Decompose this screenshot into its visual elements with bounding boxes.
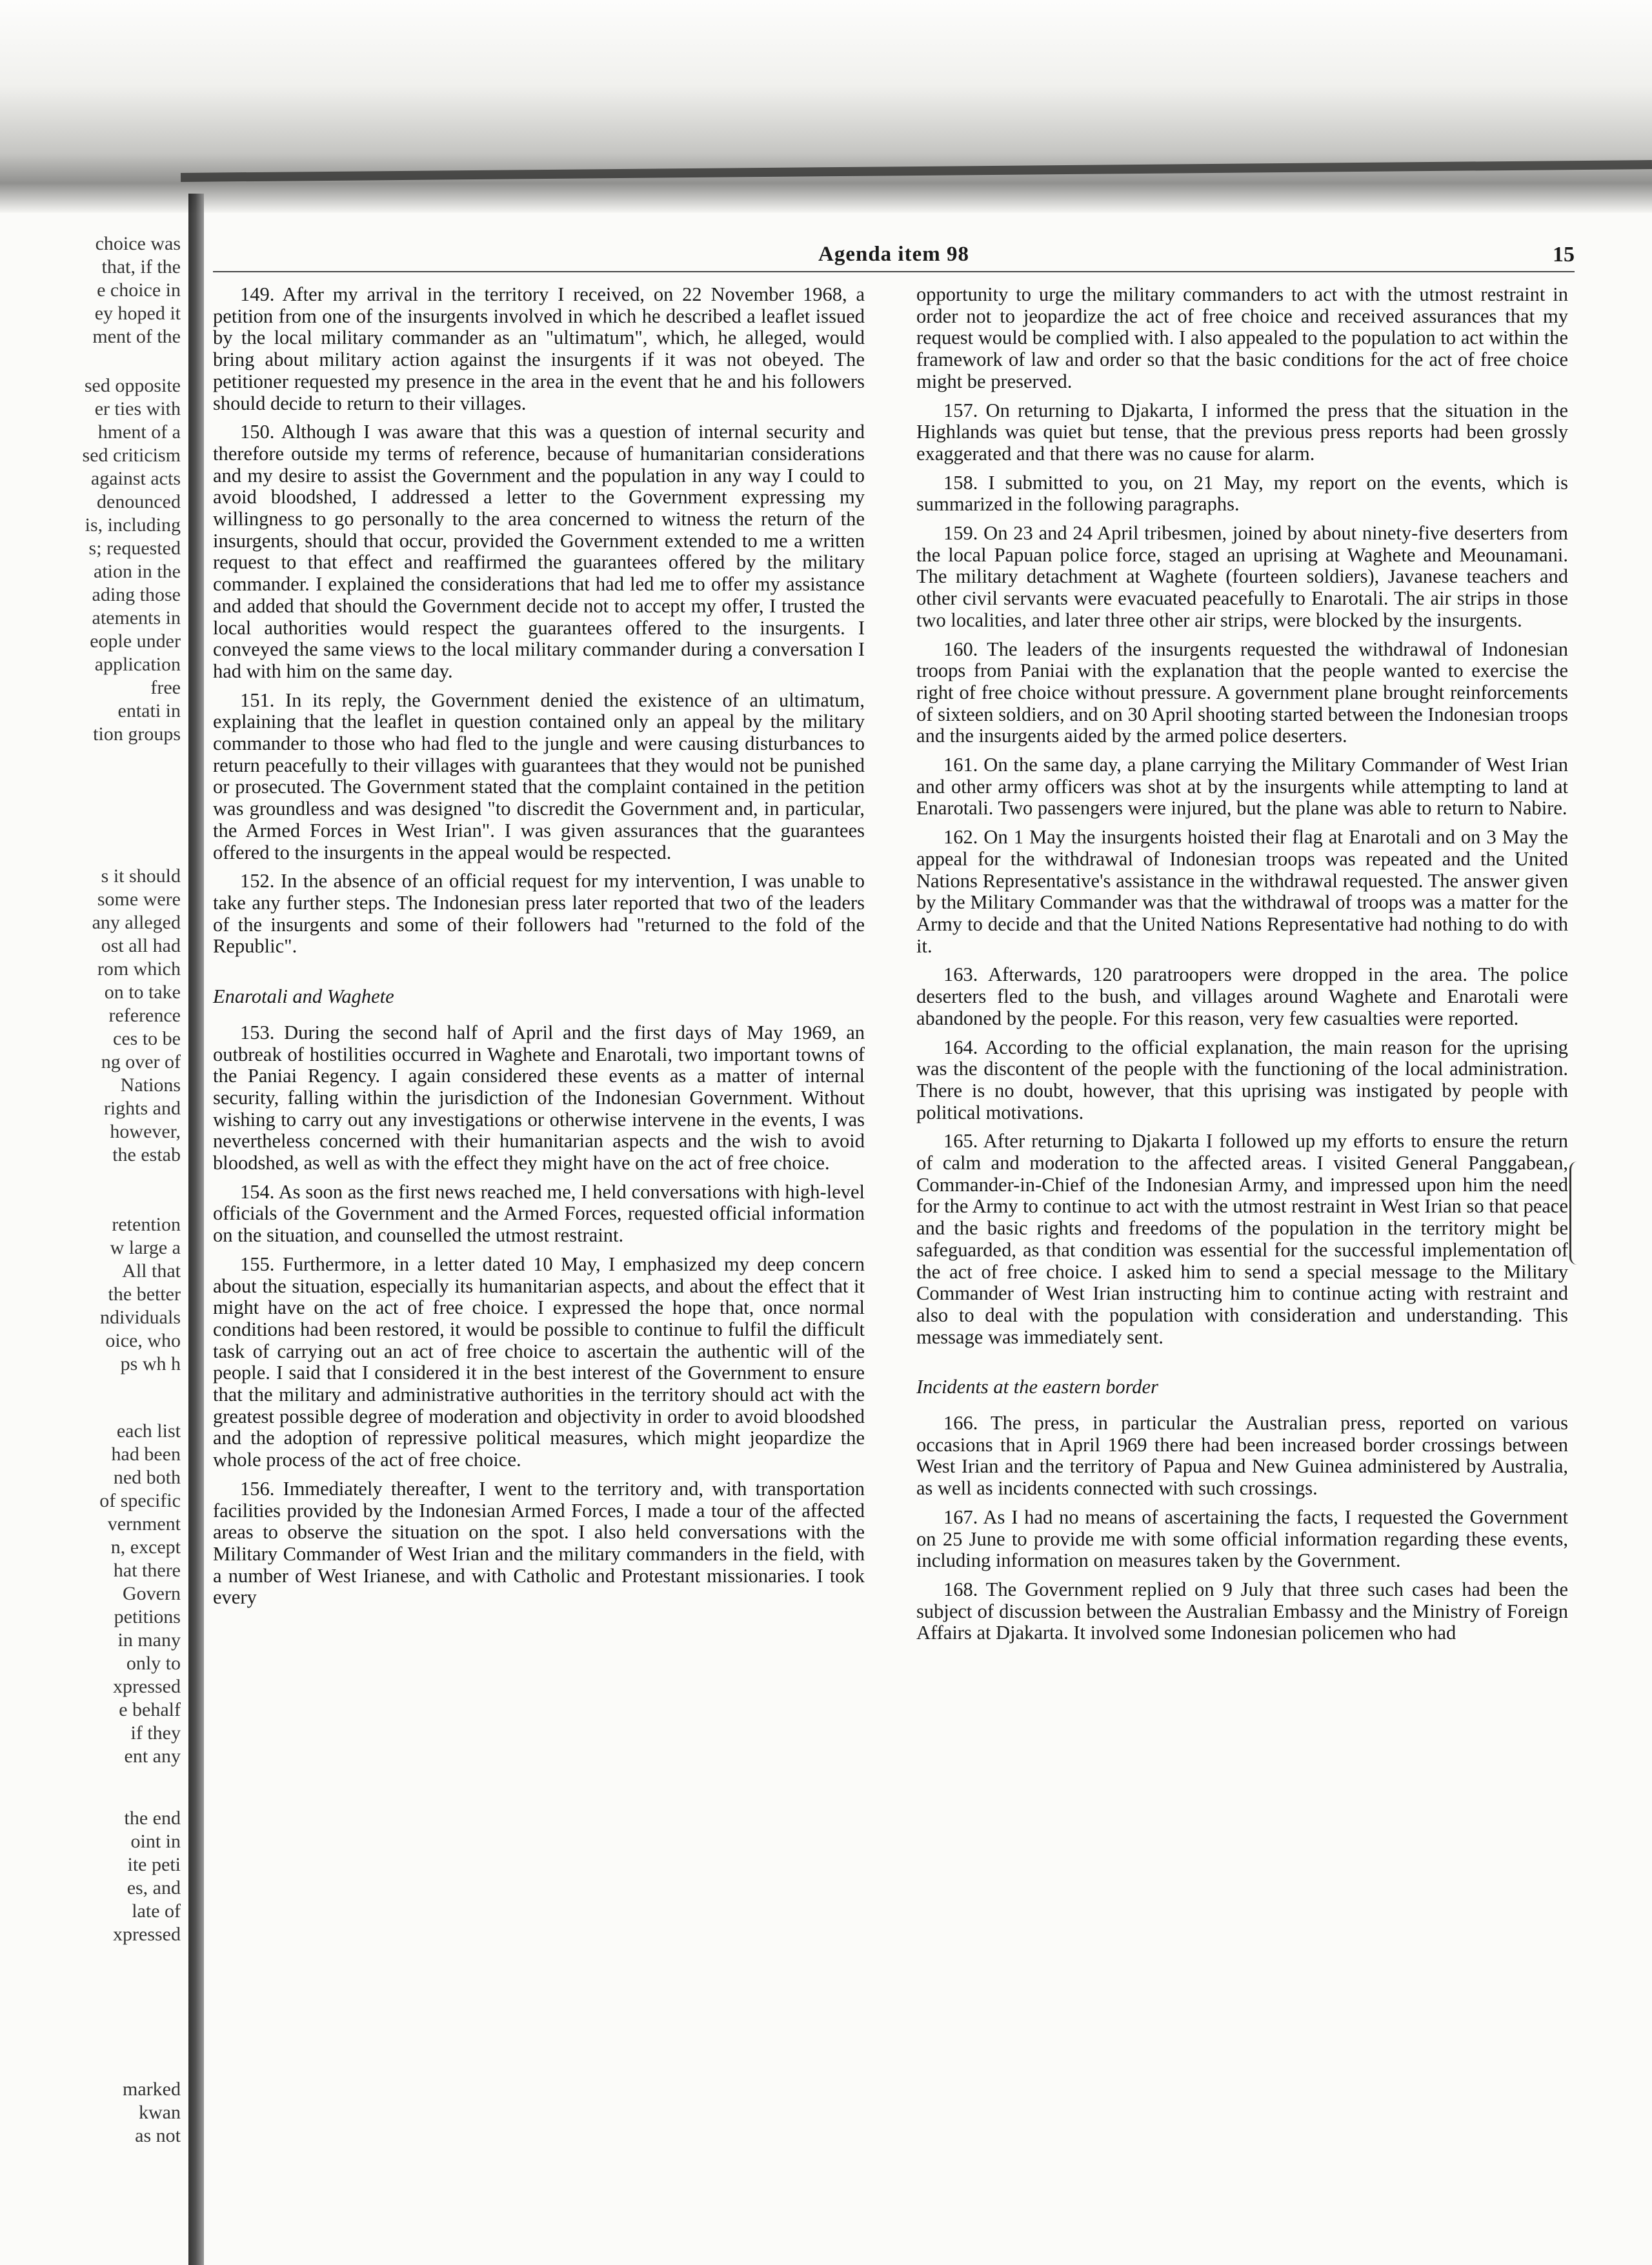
paragraph-155: 155. Furthermore, in a letter dated 10 May, I emphasized my deep concern about the situation, especially its humanitarian aspects, and about the effect that it might have on the act of free choice. I expressed the hope that, once normal conditions had been restored, it would be possible to continue to fulfil the difficult task of carrying out an act of free choice to ascertain the authentic will of the people. I said that I considered it in the best interest of the Government to ensure that the military and administrative authorities in the territory should act with the greatest possible degree of moderation and objectivity in order to avoid bloodshed and the adoption of repressive political measures, which might jeopardize the whole process of the act of free choice. <box>213 1253 865 1471</box>
paragraph-164: 164. According to the official explanation, the main reason for the uprising was the discontent of the people with the functioning of the local administration. There is no doubt, however, that this uprising was instigated by people with political motivations. <box>916 1036 1568 1123</box>
paragraph-151: 151. In its reply, the Government denied the existence of an ultimatum, explaining that the leaflet in question contained only an appeal by the military commander to those who had fled to the jungle and were causing disturbances to return peacefully to their villages with guarantees that they would not be punished or prosecuted. The Government stated that the complaint contained in the petition was groundless and was designed "to discredit the Government and, in particular, the Armed Forces in West Irian". I was given assurances that the guarantees offered to the insurgents in the appeal would be respected. <box>213 689 865 863</box>
section-heading-enarotali: Enarotali and Waghete <box>213 985 394 1008</box>
paragraph-165: 165. After returning to Djakarta I followed up my efforts to ensure the return of calm and moderation to the affected areas. I visited General Panggabean, Commander-in-Chief of the Indonesian Army, and impressed upon him the need for the Army to continue to act with the utmost restraint in West Irian so that peace and the basic rights and freedoms of the population in the territory might be safeguarded, as that condition was essential for the successful implementation of the act of free choice. I asked him to send a special message to the Military Commander of West Irian instructing him to continue acting with restraint and also to deal with the population with consideration and understanding. This message was immediately sent. <box>916 1130 1568 1348</box>
margin-brace-mark <box>1569 1162 1583 1265</box>
header-rule <box>213 271 1575 272</box>
margin-fragment-group: sed opposite er ties with hment of a sed criticism against acts denounced is, including s; requested ation in the ading those atements in eople under application free entati in tion groups <box>82 375 181 745</box>
left-text-column <box>213 284 865 1616</box>
paragraph-161: 161. On the same day, a plane carrying the Military Commander of West Irian and other army officers was shot at by the insurgents while attempting to land at Enarotali. Two passengers were injured, but the plane was able to return to Nabire. <box>916 754 1568 820</box>
paragraph-166: 166. The press, in particular the Australian press, reported on various occasions that in April 1969 there had been increased border crossings between West Irian and the territory of Papua and New Guinea administered by Australia, as well as incidents connected with such crossings. <box>916 1412 1568 1500</box>
paragraph-157: 157. On returning to Djakarta, I informed the press that the situation in the Highlands was quiet but tense, that the previous press reports had been grossly exaggerated and that there was no cause for alarm. <box>916 399 1568 465</box>
paragraph-156-continued: opportunity to urge the military commanders to act with the utmost restraint in order not to jeopardize the act of free choice and received assurances that my request would be complied with. I also appealed to the population to act within the framework of law and order so that the basic conditions for the act of free choice might be preserved. <box>916 283 1568 392</box>
page-header <box>213 243 1575 275</box>
paragraph-149: 149. After my arrival in the territory I received, on 22 November 1968, a petition from one of the insurgents involved in which he described a leaflet issued by the local military commander as an "ultimatum", which, he alleged, would bring about military action against the insurgents if it was not obeyed. The petitioner requested my presence in the area in the event that he and his followers should decide to return to their villages. <box>213 283 865 414</box>
margin-fragment-group: each list had been ned both of specific vernment n, except hat there Govern petitions in many only to xpressed e behalf if they ent any <box>99 1420 181 1767</box>
paragraph-167: 167. As I had no means of ascertaining the facts, I requested the Government on 25 June to provide me with some official information regarding these events, including information on measures taken by the Government. <box>916 1505 1568 1572</box>
right-text-column <box>916 284 1568 1651</box>
running-title: Agenda item 98 <box>818 243 969 266</box>
paragraph-153: 153. During the second half of April and the first days of May 1969, an outbreak of hostilities occurred in Waghete and Enarotali, two important towns of the Paniai Regency. I again considered these events as a matter of internal security, falling within the jurisdiction of the Indonesian Government. Without wishing to carry out any investigations or otherwise intervene in the events, I was nevertheless concerned with their humanitarian aspects and the wish to avoid bloodshed, as well as with the effect they might have on the act of free choice. <box>213 1021 865 1174</box>
paragraph-150: 150. Although I was aware that this was a question of internal security and therefore outside my terms of reference, because of humanitarian considerations and my desire to assist the Government and the population in any way I could to avoid bloodshed, I addressed a letter to the Government expressing my willingness to go personally to the area concerned to witness the return of the insurgents, should that occur, provided the Government extended to me a written request to that effect and reaffirmed the guarantees offered by the military commander. I explained the considerations that had led me to offer my assistance and added that should the Government decide not to accept my offer, I trusted the local authorities would respect the guarantees offered to the insurgents. I conveyed the same views to the local military commander during a conversation I had with him on the same day. <box>213 421 865 682</box>
book-binding-gutter <box>188 194 204 2265</box>
margin-fragment-group: s it should some were any alleged ost all had rom which on to take reference ces to be ng over of Nations rights and however, the estab <box>92 865 181 1165</box>
paragraph-163: 163. Afterwards, 120 paratroopers were dropped in the area. The police deserters fled to the bush, and villages around Waghete and Enarotali were abandoned by the people. For this reason, very few casualties were reported. <box>916 963 1568 1029</box>
paragraph-168: 168. The Government replied on 9 July that three such cases had been the subject of discussion between the Australian Embassy and the Ministry of Foreign Affairs at Djakarta. It involved some Indonesian policemen who had <box>916 1578 1568 1644</box>
paragraph-152: 152. In the absence of an official request for my intervention, I was unable to take any further steps. The Indonesian press later reported that two of the leaders of the insurgents and some of their followers had "returned to the fold of the Republic". <box>213 870 865 958</box>
section-heading-eastern-border: Incidents at the eastern border <box>916 1376 1158 1398</box>
margin-fragment-group: the end oint in ite peti es, and late of xpressed <box>113 1807 181 1945</box>
adjacent-page-fragment <box>0 232 187 2265</box>
margin-fragment-group: marked kwan as not <box>123 2079 181 2146</box>
paragraph-158: 158. I submitted to you, on 21 May, my report on the events, which is summarized in the following paragraphs. <box>916 471 1568 516</box>
margin-fragment-group: retention w large a All that the better ndividuals oice, who ps wh h <box>100 1214 181 1374</box>
margin-fragment-group: choice was that, if the e choice in ey hoped it ment of the <box>92 233 181 347</box>
paragraph-160: 160. The leaders of the insurgents requested the withdrawal of Indonesian troops from Paniai with the explanation that the people wanted to exercise the right of free choice without pressure. A government plane brought reinforcements of sixteen soldiers, and on 30 April shooting started between the Indonesian troops and the insurgents aided by the armed police deserters. <box>916 638 1568 747</box>
paragraph-154: 154. As soon as the first news reached me, I held conversations with high-level officials of the Government and the Armed Forces, requested official information on the situation, and counselled the utmost restraint. <box>213 1180 865 1247</box>
page-number: 15 <box>1553 243 1575 267</box>
paragraph-156: 156. Immediately thereafter, I went to the territory and, with transportation facilities provided by the Indonesian Armed Forces, I made a tour of the affected areas to observe the situation on the spot. I also held conversations with the Military Commander of West Irian and the military commanders in the field, with a number of West Irianese, and with Catholic and Protestant missionaries. I took every <box>213 1477 865 1609</box>
paragraph-162: 162. On 1 May the insurgents hoisted their flag at Enarotali and on 3 May the appeal for the withdrawal of Indonesian troops was repeated and the United Nations Representative's assistance in the withdrawal requested. The answer given by the Military Commander was that the withdrawal of troops was a matter for the Army to decide and that the United Nations Representative had nothing to do with it. <box>916 826 1568 957</box>
paragraph-159: 159. On 23 and 24 April tribesmen, joined by about ninety-five deserters from the local Papuan police force, staged an uprising at Waghete and Meounamani. The military detachment at Waghete (fourteen soldiers), Javanese teachers and other civil servants were evacuated peacefully to Enarotali. The air strips in those two localities, and later three other air strips, were blocked by the insurgents. <box>916 522 1568 631</box>
